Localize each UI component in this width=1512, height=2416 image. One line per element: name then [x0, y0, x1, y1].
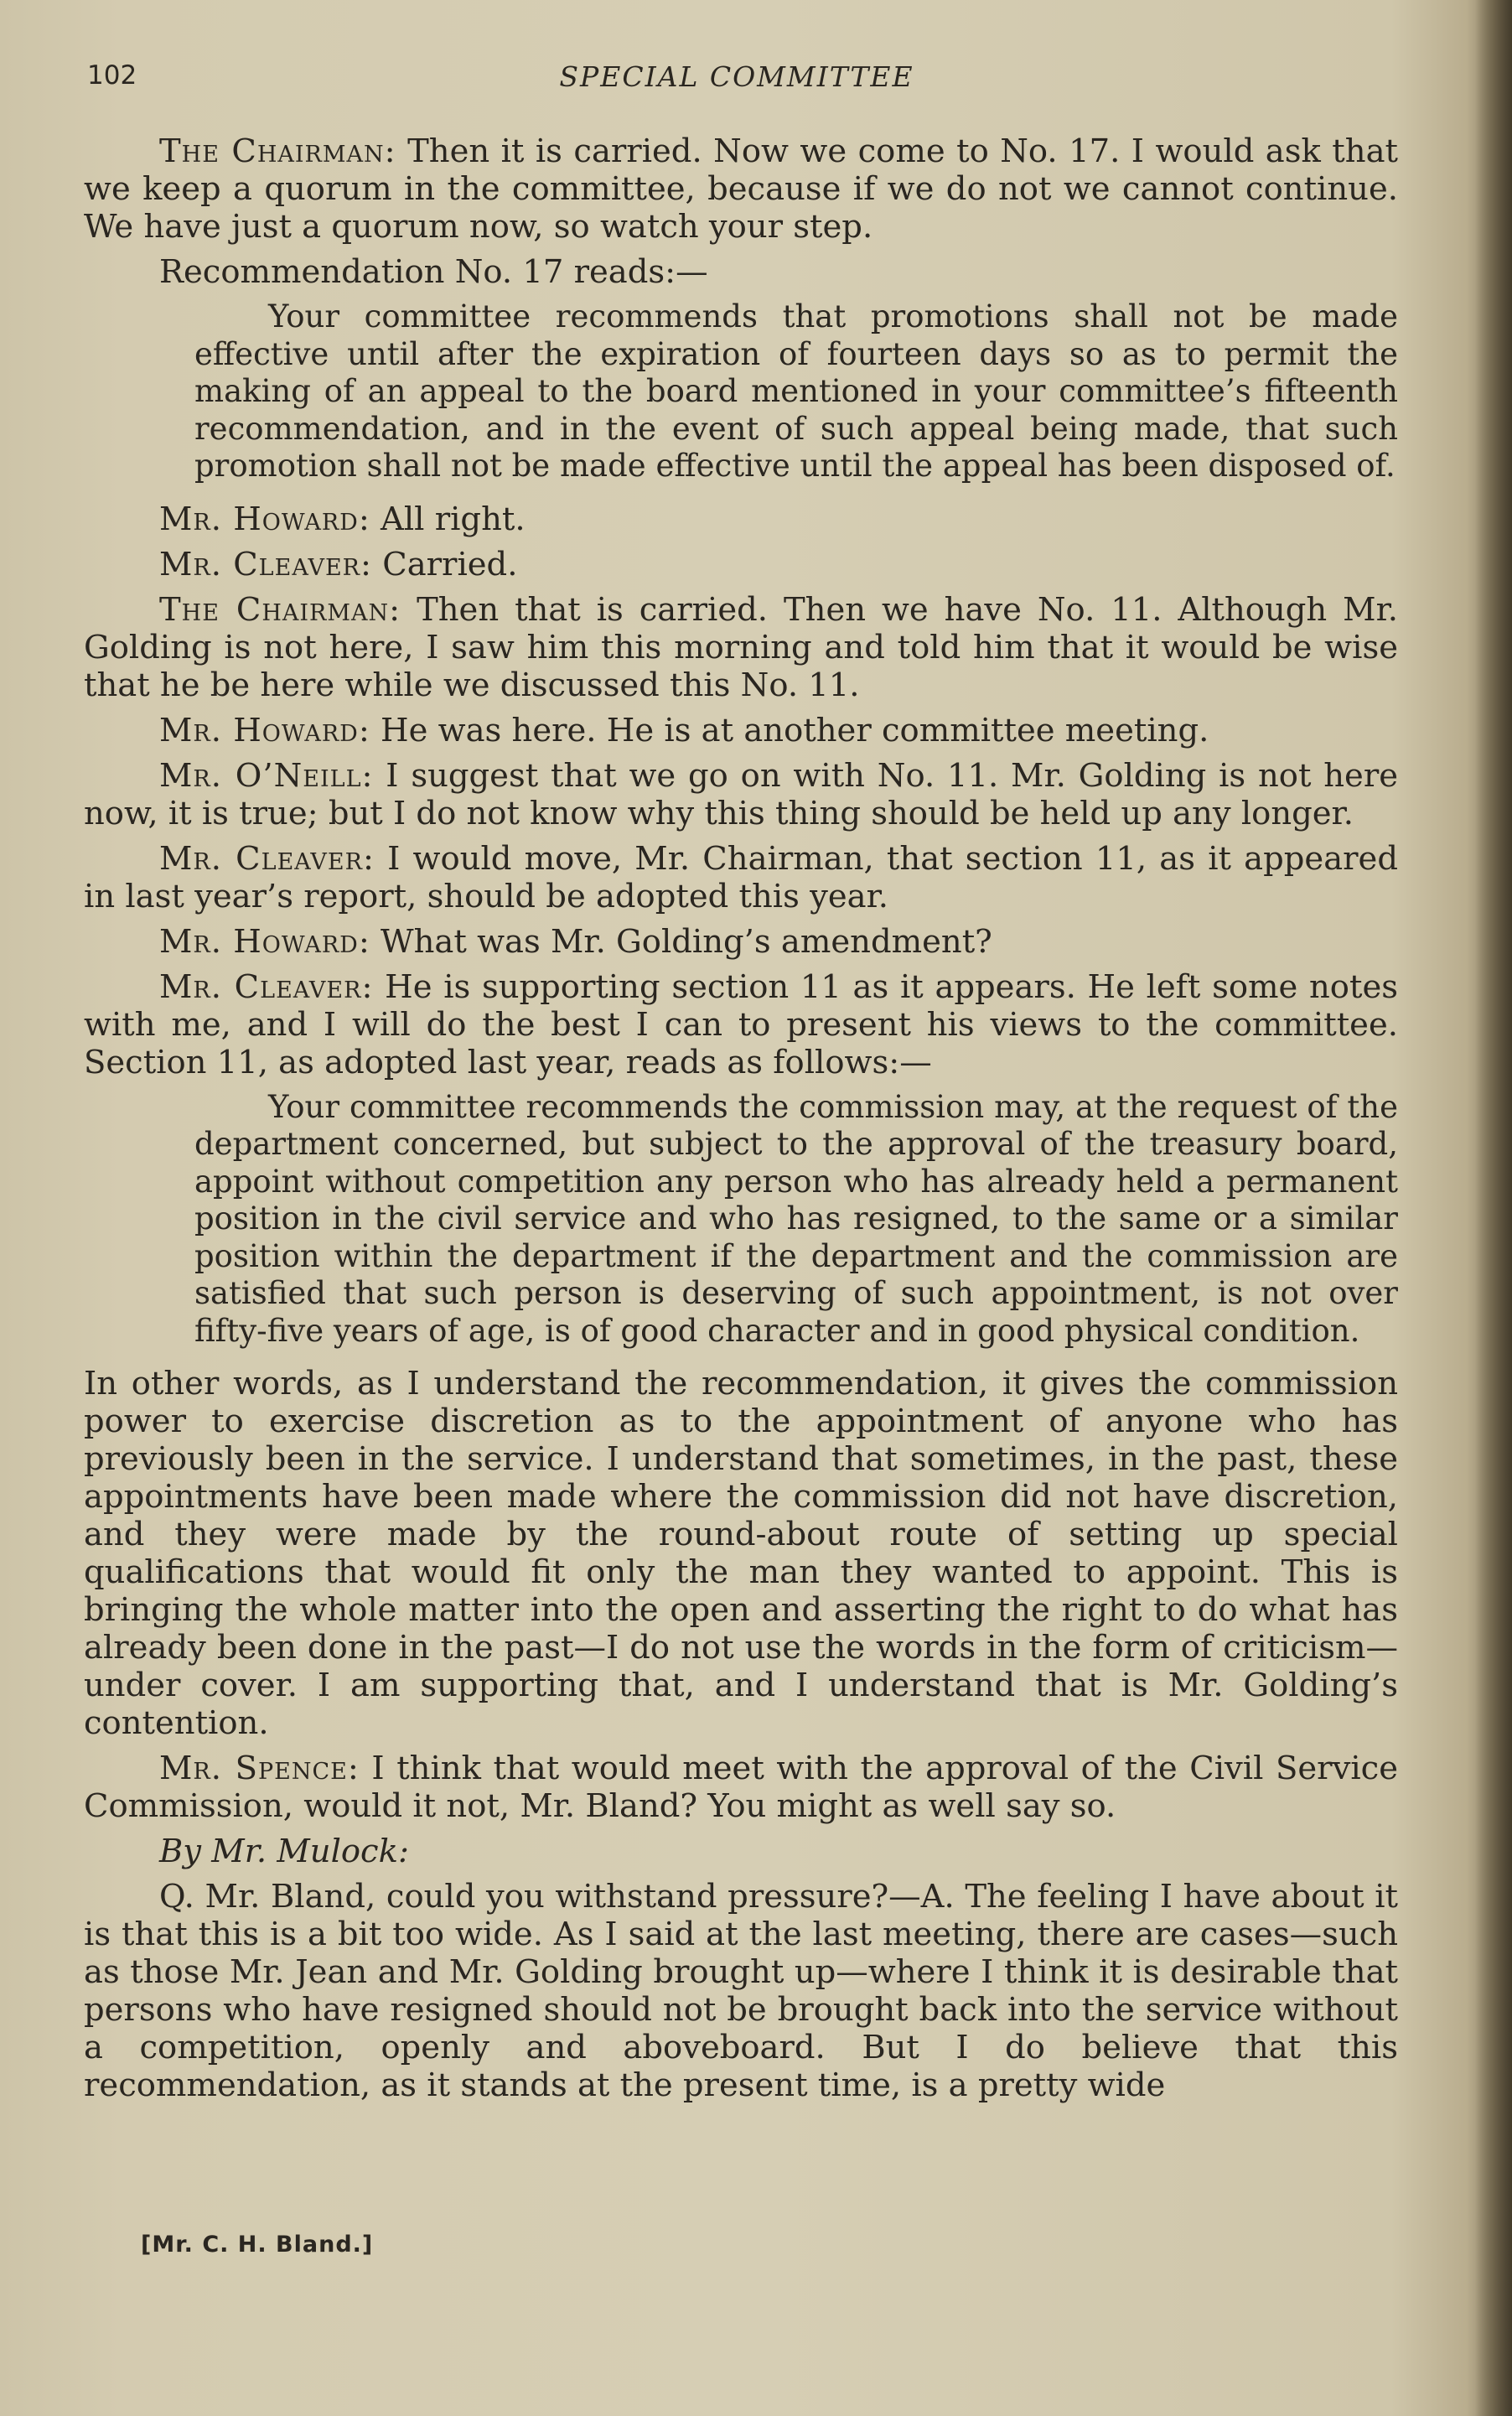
examiner-subhead: By Mr. Mulock:	[159, 1833, 409, 1870]
speaker-label: Mr. Cleaver:	[159, 545, 372, 583]
paragraph-text: I would move, Mr. Chairman, that section 11, as it appeared in last year’s report, should be adopted this year.	[84, 839, 1398, 915]
paragraph	[84, 968, 1398, 1081]
page-number: 102	[87, 60, 137, 91]
paragraph-text: Then that is carried. Then we have No. 11. Although Mr. Golding is not here, I saw him this morning and told him that it would be wise that he be here while we discussed this No. 11.	[84, 590, 1398, 704]
speaker-label: Mr. Howard:	[159, 500, 370, 538]
block-quote: Your committee recommends that promotions shall not be made effective until after the expiration of fourteen days so as to permit the making of an appeal to the board mentioned in your committee’s fifteenth recommendation, and in the event of such appeal being made, that such promotion shall not be made effective until the appeal has been disposed of.	[194, 298, 1398, 484]
paragraph	[84, 840, 1398, 915]
block-quote: Your committee recommends the commission may, at the request of the department concerned, but subject to the approval of the treasury board, appoint without competition any person who has already held a permanent position in the civil service and who has resigned, to the same or a similar position within the department if the department and the commission are satisfied that such person is deserving of such appointment, is not over fifty-five years of age, is of good character and in good physical condition.	[194, 1088, 1398, 1349]
paragraph	[84, 132, 1398, 246]
paragraph	[84, 591, 1398, 704]
speaker-label: The Chairman:	[159, 590, 401, 629]
paragraph-text: I suggest that we go on with No. 11. Mr. Golding is not here now, it is true; but I do not know why this thing should be held up any longer.	[84, 756, 1399, 832]
paragraph-text: All right.	[370, 500, 526, 538]
page-header	[87, 60, 1386, 99]
paragraph: In other words, as I understand the recommendation, it gives the commission power to exercise discretion as to the appointment of anyone who has previously been in the service. I understand that sometimes, in the past, these appointments have been made where the commission did not have discretion, and they were made by the round-about route of setting up special qualifications that would fit only the man they wanted to appoint. This is bringing the whole matter into the open and asserting the right to do what has already been done in the past—I do not use the words in the form of criticism—under cover. I am supporting that, and I understand that is Mr. Golding’s contention.	[84, 1365, 1398, 1742]
speaker-label: Mr. Cleaver:	[159, 839, 375, 878]
paragraph	[84, 546, 1398, 583]
running-head: SPECIAL COMMITTEE	[559, 60, 914, 93]
witness-footer: [Mr. C. H. Bland.]	[141, 2232, 374, 2258]
speaker-label: Mr. Howard:	[159, 711, 370, 749]
paragraph	[84, 923, 1398, 961]
speaker-label: Mr. Howard:	[159, 922, 370, 961]
paragraph-text: Recommendation No. 17 reads:—	[159, 253, 708, 291]
paragraph	[84, 1750, 1398, 1825]
speaker-label: The Chairman:	[159, 132, 396, 170]
paragraph-text: Then it is carried. Now we come to No. 17. I would ask that we keep a quorum in the committee, because if we do not we cannot continue. We have just a quorum now, so watch your step.	[84, 132, 1398, 246]
paragraph-text: I think that would meet with the approval of the Civil Service Commission, would it not, Mr. Bland? You might as well say so.	[84, 1750, 1398, 1825]
paragraph	[84, 712, 1398, 749]
paragraph	[84, 500, 1398, 538]
paragraph: Q. Mr. Bland, could you withstand pressure?—A. The feeling I have about it is that this is a bit too wide. As I said at the last meeting, there are cases—such as those Mr. Jean and Mr. Golding brought up—where I think it is desirable that persons who have resigned should not be brought back into the service without a competition, openly and aboveboard. But I do believe that this recommendation, as it stands at the present time, is a pretty wide	[84, 1878, 1398, 2104]
paragraph-text: He is supporting section 11 as it appears. He left some notes with me, and I will do the best I can to present his views to the committee. Section 11, as adopted last year, reads as follows:—	[84, 967, 1398, 1081]
speaker-label: Mr. Cleaver:	[159, 967, 374, 1006]
page-body	[84, 132, 1398, 2112]
paragraph	[84, 757, 1398, 832]
paragraph-text: He was here. He is at another committee meeting.	[370, 711, 1209, 749]
paragraph-text: What was Mr. Golding’s amendment?	[370, 922, 992, 961]
speaker-label: Mr. O’Neill:	[159, 756, 374, 795]
speaker-label: Mr. Spence:	[159, 1750, 360, 1787]
paragraph-text: Carried.	[372, 545, 518, 583]
book-spine-shadow	[1475, 0, 1512, 2416]
paragraph	[84, 253, 1398, 291]
